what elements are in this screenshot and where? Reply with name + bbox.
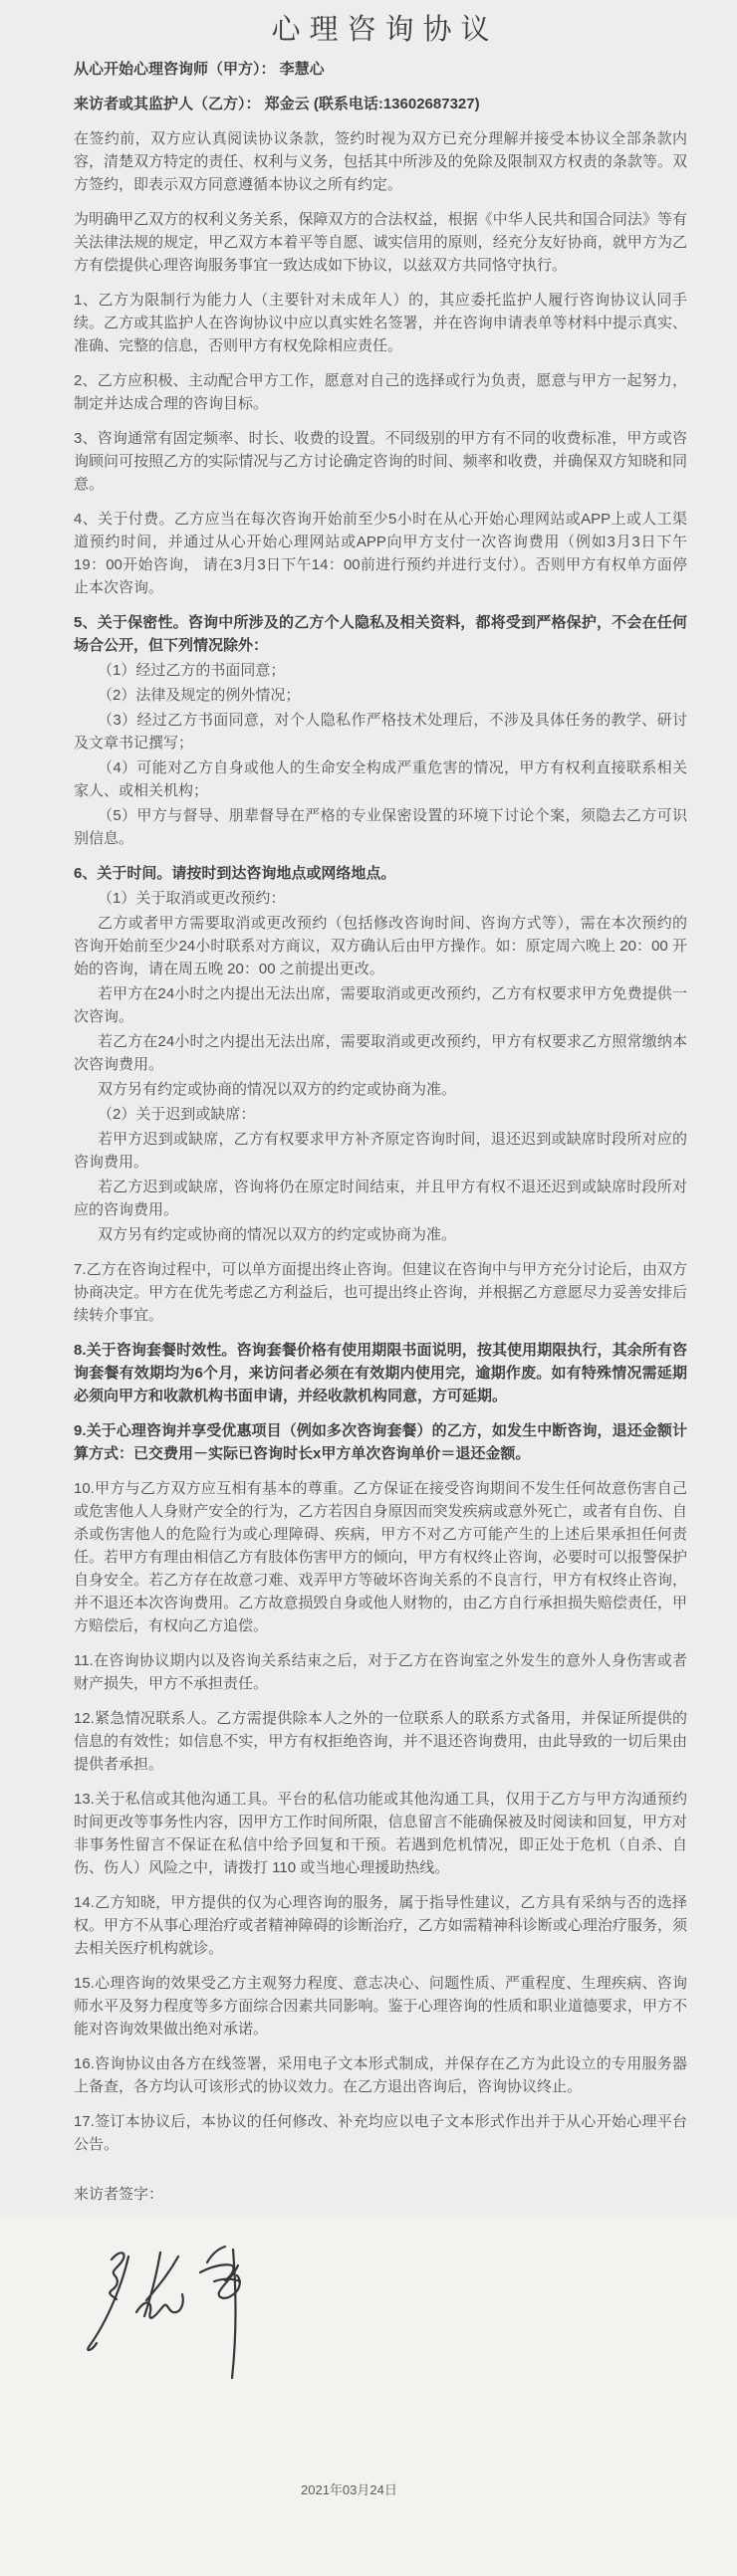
clause-paragraph-9: （2）法律及规定的例外情况； xyxy=(98,687,301,704)
clause-paragraph-28: 12.紧急情况联系人。乙方需提供除本人之外的一位联系人的联系方式备用，并保证所提供的信息的有效性；如信息不实，甲方有权拒绝咨询，并不退还咨询费用，由此导致的一切后果由提供者承担。 xyxy=(74,1710,687,1773)
clause-paragraph-10: （3）经过乙方书面同意，对个人隐私作严格技术处理后，不涉及具体任务的教学、研讨及文章书记撰写； xyxy=(74,712,687,751)
clause-paragraph-26: 10.甲方与乙方双方应互相有基本的尊重。乙方保证在接受咨询期间不发生任何故意伤害自己或危害他人人身财产安全的行为，乙方若因自身原因而突发疾病或意外死亡，或者有自伤、自杀或伤害他人的危险行为或心理障碍、疾病，甲方不对乙方可能产生的上述后果承担任何责任。若甲方有理由相信乙方有肢体伤害甲方的倾向，甲方有权终止咨询，必要时可以报警保护自身安全。若乙方存在故意刁难、戏弄甲方等破坏咨询关系的不良言行，甲方有权终止咨询，并不退还本次咨询费用。乙方故意损毁自身或他人财物的，由乙方自行承担损失赔偿责任，甲方赔偿后，有权向乙方追偿。 xyxy=(74,1480,687,1634)
clause-paragraph-8: （1）经过乙方的书面同意； xyxy=(98,662,286,679)
clause-paragraph-20: 若甲方迟到或缺席，乙方有权要求甲方补齐原定咨询时间，退还迟到或缺席时段所对应的咨询费用。 xyxy=(74,1131,687,1171)
party-line-1: 从心开始心理咨询师（甲方）： 李慧心 xyxy=(74,61,325,78)
clause-paragraph-25: 9.关于心理咨询并享受优惠项目（例如多次咨询套餐）的乙方，如发生中断咨询，退还金额计算方式：已交费用－实际已咨询时长x甲方单次咨询单价＝退还金额。 xyxy=(74,1422,687,1462)
clause-paragraph-6: 4、关于付费。乙方应当在每次咨询开始前至少5小时在从心开始心理网站或APP上或人工渠道预约时间，并通过从心开始心理网站或APP向甲方支付一次咨询费用（例如3月3日下午19：00开始咨询， 请在3月3日下午14：00前进行预约并进行支付）。否则甲方有权单方面停止本次咨询。 xyxy=(74,511,687,596)
clause-paragraph-14: （1）关于取消或更改预约： xyxy=(98,890,286,907)
page-title: 心理咨询协议 xyxy=(271,14,499,46)
signature-strokes-icon xyxy=(74,2238,333,2387)
clause-paragraph-18: 双方另有约定或协商的情况以双方的约定或协商为准。 xyxy=(98,1081,457,1098)
clause-paragraph-24: 8.关于咨询套餐时效性。咨询套餐价格有使用期限书面说明，按其使用期限执行，其余所有咨询套餐有效期均为6个月，来访问者必须在有效期内使用完，逾期作废。如有特殊情况需延期必须向甲方和收款机构书面申请，并经收款机构同意，方可延期。 xyxy=(74,1342,687,1404)
clause-paragraph-21: 若乙方迟到或缺席，咨询将仍在原定时间结束，并且甲方有权不退还迟到或缺席时段所对应的咨询费用。 xyxy=(74,1179,687,1218)
clause-paragraph-17: 若乙方在24小时之内提出无法出席，需要取消或更改预约，甲方有权要求乙方照常缴纳本次咨询费用。 xyxy=(74,1033,687,1073)
clause-paragraph-22: 双方另有约定或协商的情况以双方的约定或协商为准。 xyxy=(98,1226,457,1243)
parties-section xyxy=(74,58,687,115)
clause-paragraph-2: 为明确甲乙双方的权利义务关系，保障双方的合法权益，根据《中华人民共和国合同法》等有关法律法规的规定，甲乙双方本着平等自愿、诚实信用的原则，经充分友好协商，就甲方为乙方有偿提供心理咨询服务事宜一致达成如下协议，以兹双方共同恪守执行。 xyxy=(74,211,687,274)
clause-paragraph-3: 1、乙方为限制行为能力人（主要针对未成年人）的，其应委托监护人履行咨询协议认同手续。乙方或其监护人在咨询协议中应以真实姓名签署，并在咨询申请表单等材料中提示真实、准确、完整的信息，否则甲方有权免除相应责任。 xyxy=(74,292,687,354)
signing-date: 2021年03月24日 xyxy=(301,2482,397,2497)
clause-paragraph-19: （2）关于迟到或缺席： xyxy=(98,1106,256,1123)
party-line-2: 来访者或其监护人（乙方）： 郑金云 (联系电话:13602687327) xyxy=(74,96,480,112)
clause-paragraph-33: 17.签订本协议后，本协议的任何修改、补充均应以电子文本形式作出并于从心开始心理平台公告。 xyxy=(74,2113,687,2153)
clause-paragraph-4: 2、乙方应积极、主动配合甲方工作，愿意对自己的选择或行为负责，愿意与甲方一起努力，制定并达成合理的咨询目标。 xyxy=(74,372,687,412)
clause-paragraph-12: （5）甲方与督导、朋辈督导在严格的专业保密设置的环境下讨论个案，须隐去乙方可识别信息。 xyxy=(74,807,687,847)
clause-paragraph-32: 16.咨询协议由各方在线签署，采用电子文本形式制成，并保存在乙方为此设立的专用服务器上备查，各方均认可该形式的协议效力。在乙方退出咨询后，咨询协议终止。 xyxy=(74,2055,687,2095)
clause-paragraph-5: 3、咨询通常有固定频率、时长、收费的设置。不同级别的甲方有不同的收费标准，甲方或咨询顾问可按照乙方的实际情况与乙方讨论确定咨询的时间、频率和收费，并确保双方知晓和同意。 xyxy=(74,430,687,493)
clause-paragraph-16: 若甲方在24小时之内提出无法出席，需要取消或更改预约，乙方有权要求甲方免费提供一次咨询。 xyxy=(74,985,687,1025)
clause-paragraph-31: 15.心理咨询的效果受乙方主观努力程度、意志决心、问题性质、严重程度、生理疾病、咨询师水平及努力程度等多方面综合因素共同影响。鉴于心理咨询的性质和职业道德要求，甲方不能对咨询效果做出绝对承诺。 xyxy=(74,1975,687,2038)
clause-paragraph-11: （4）可能对乙方自身或他人的生命安全构成严重危害的情况，甲方有权利直接联系相关家人、或相关机构； xyxy=(74,759,687,799)
clause-paragraph-29: 13.关于私信或其他沟通工具。平台的私信功能或其他沟通工具，仅用于乙方与甲方沟通预约时间更改等事务性内容，因甲方工作时间所限，信息留言不能确保被及时阅读和回复，甲方对非事务性留言不保证在私信中给予回复和干预。若遇到危机情况，即正处于危机（自杀、自伤、伤人）风险之中，请拨打 110 或当地心理援助热线。 xyxy=(74,1791,687,1876)
clause-paragraph-27: 11.在咨询协议期内以及咨询关系结束之后，对于乙方在咨询室之外发生的意外人身伤害或者财产损失，甲方不承担责任。 xyxy=(74,1652,687,1692)
signature-area xyxy=(0,2218,737,2576)
clause-paragraph-13: 6、关于时间。请按时到达咨询地点或网络地点。 xyxy=(74,865,396,882)
clause-paragraph-1: 在签约前，双方应认真阅读协议条款，签约时视为双方已充分理解并接受本协议全部条款内容，清楚双方特定的责任、权利与义务，包括其中所涉及的免除及限制双方权责的条款等。双方签约，即表示双方同意遵循本协议之所有约定。 xyxy=(74,130,687,193)
clause-paragraph-15: 乙方或者甲方需要取消或更改预约（包括修改咨询时间、咨询方式等），需在本次预约的咨询开始前至少24小时联系对方商议，双方确认后由甲方操作。如：原定周六晚上 20：00 开始的咨询，请在周五晚 20：00 之前提出更改。 xyxy=(74,915,687,977)
clause-paragraph-30: 14.乙方知晓，甲方提供的仅为心理咨询的服务，属于指导性建议，乙方具有采纳与否的选择权。甲方不从事心理治疗或者精神障碍的诊断治疗，乙方如需精神科诊断或心理治疗服务，须去相关医疗机构就诊。 xyxy=(74,1894,687,1957)
clause-paragraph-7: 5、关于保密性。咨询中所涉及的乙方个人隐私及相关资料，都将受到严格保护，不会在任何场合公开，但下列情况除外： xyxy=(74,614,687,654)
signature-label: 来访者签字： xyxy=(74,2186,164,2203)
handwritten-signature-image xyxy=(74,2218,687,2387)
clause-paragraph-23: 7.乙方在咨询过程中，可以单方面提出终止咨询。但建议在咨询中与甲方充分讨论后，由双方协商决定。甲方在优先考虑乙方利益后，也可提出终止咨询，并根据乙方意愿尽力妥善安排后续转介事宜。 xyxy=(74,1261,687,1324)
clauses-section xyxy=(74,127,687,2156)
